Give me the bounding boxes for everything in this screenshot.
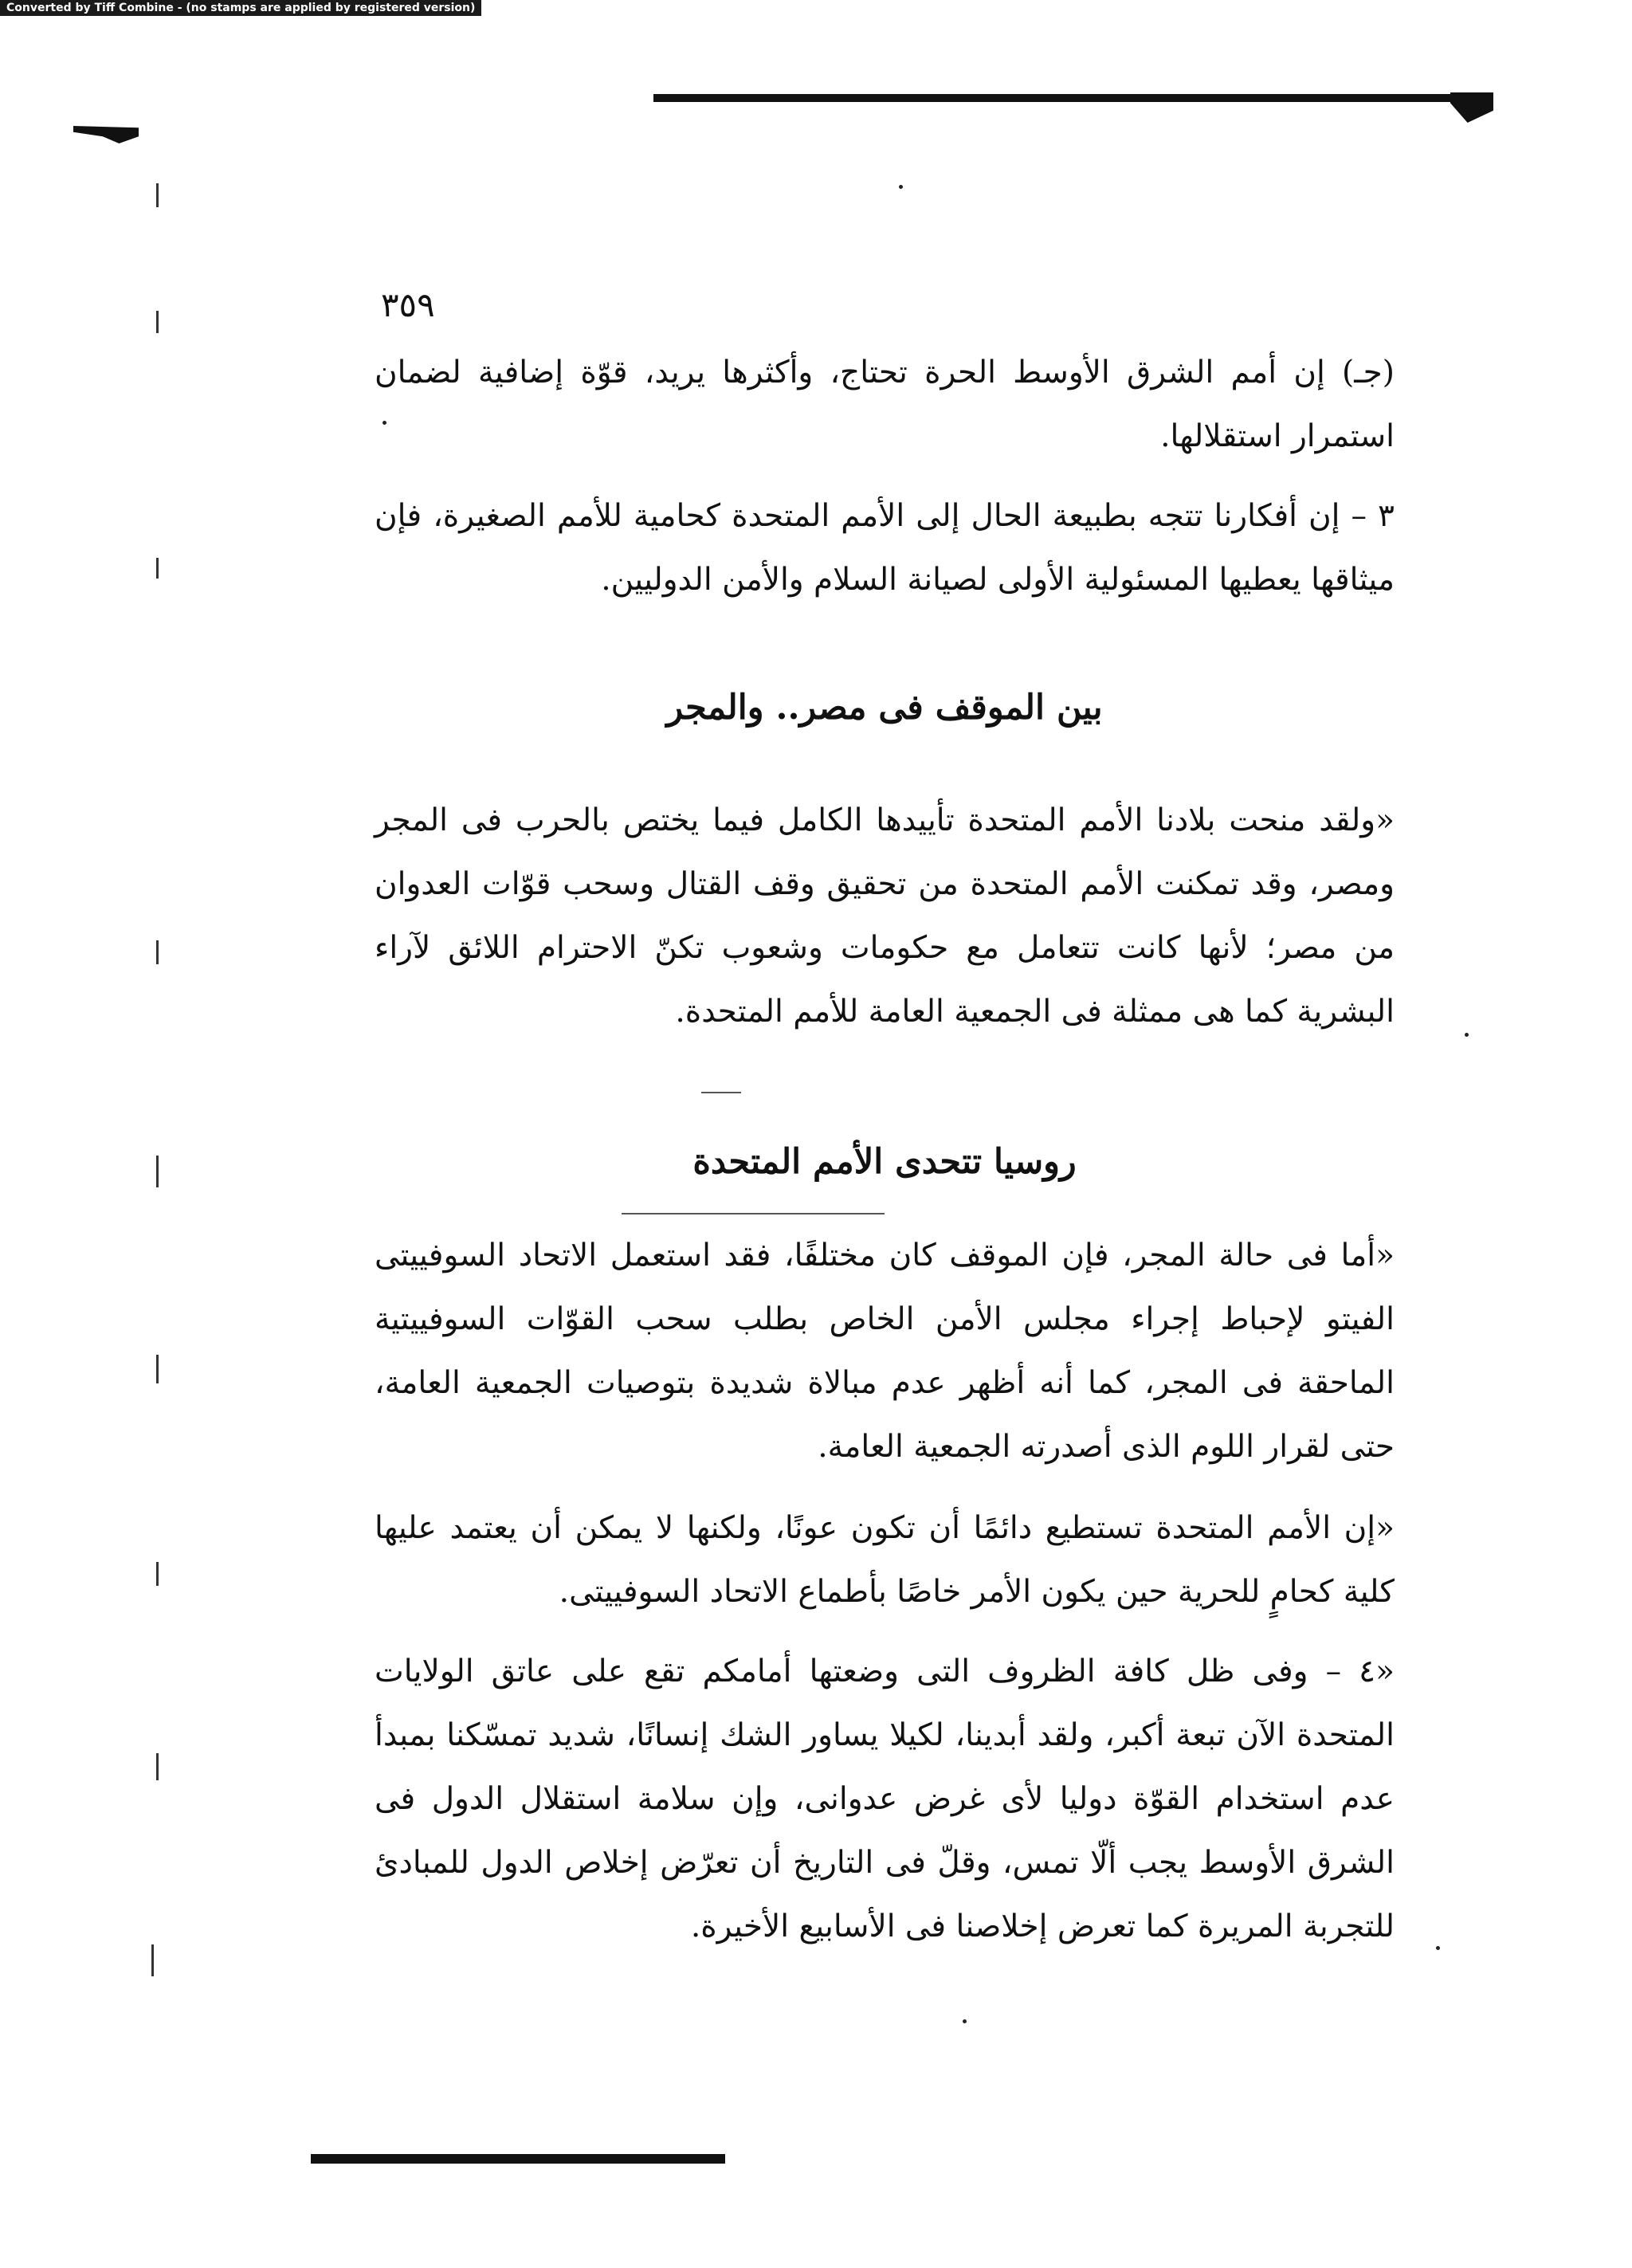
converter-banner: Converted by Tiff Combine - (no stamps are applied by registered version) — [0, 0, 481, 16]
paragraph-4: «أما فى حالة المجر، فإن الموقف كان مختلفًا، فقد استعمل الاتحاد السوفييتى الفيتو لإحباط إجراء مجلس الأمن الخاص بطلب سحب القوّات السوفييتية الماحقة فى المجر، كما أنه أظهر عدم مبالاة شديدة بتوصيات الجمعية العامة، حتى لقرار اللوم الذى أصدرته الجمعية العامة. — [375, 1238, 1395, 1465]
scan-speck — [899, 185, 903, 189]
scan-dash — [701, 1092, 741, 1093]
paragraph-3: «ولقد منحت بلادنا الأمم المتحدة تأييدها الكامل فيما يختص بالحرب فى المجر ومصر، وقد تمكنت الأمم المتحدة من تحقيق وقف القتال وسحب قوّات العدوان من مصر؛ لأنها كانت تتعامل مع حكومات وشعوب تكنّ الاحترام اللائق لآراء البشرية كما هى ممثلة فى الجمعية العامة للأمم المتحدة. — [375, 802, 1395, 1030]
margin-dash — [151, 1944, 154, 1976]
margin-dash — [156, 558, 159, 579]
margin-dash — [156, 1355, 159, 1383]
top-rule — [653, 94, 1492, 102]
section-heading-russia: روسيا تتحدى الأمم المتحدة — [692, 1142, 1077, 1182]
paragraph-6: «٤ – وفى ظل كافة الظروف التى وضعتها أمامكم تقع على عاتق الولايات المتحدة الآن تبعة أكبر، ولقد أبدينا، لكيلا يساور الشك إنسانًا، شديد تمسّكنا بمبدأ عدم استخدام القوّة دوليا لأى غرض عدوانى، وإن سلامة استقلال الدول فى الشرق الأوسط يجب ألّا تمس، وقلّ فى التاريخ أن تعرّض إخلاص الدول للمبادئ للتجربة المريرة كما تعرض إخلاصنا فى الأسابيع الأخيرة. — [375, 1654, 1395, 1944]
margin-dash — [156, 1156, 159, 1187]
page-number: ٣٥٩ — [381, 285, 435, 324]
scan-speck — [963, 2019, 967, 2023]
margin-dash — [156, 311, 159, 333]
margin-dash — [156, 183, 159, 207]
paragraph-5: «إن الأمم المتحدة تستطيع دائمًا أن تكون عونًا، ولكنها لا يمكن أن يعتمد عليها كلية كحامٍ للحرية حين يكون الأمر خاصًا بأطماع الاتحاد السوفييتى. — [375, 1510, 1395, 1610]
margin-mark — [73, 126, 139, 143]
margin-dash — [156, 1753, 159, 1780]
scan-speck — [1465, 1033, 1469, 1037]
top-rule-end — [1450, 92, 1493, 123]
scan-speck — [1436, 1946, 1440, 1950]
margin-dash — [156, 1562, 159, 1586]
paragraph-1: (جـ) إن أمم الشرق الأوسط الحرة تحتاج، وأكثرها يريد، قوّة إضافية لضمان استمرار استقلالها. — [375, 355, 1395, 454]
scan-dash — [622, 1213, 885, 1214]
paragraph-2: ٣ – إن أفكارنا تتجه بطبيعة الحال إلى الأمم المتحدة كحامية للأمم الصغيرة، فإن ميثاقها يعطيها المسئولية الأولى لصيانة السلام والأمن الدوليين. — [375, 498, 1395, 598]
bottom-rule — [311, 2154, 725, 2164]
section-heading-egypt-hungary: بين الموقف فى مصر.. والمجر — [666, 688, 1103, 728]
margin-dash — [156, 940, 159, 964]
